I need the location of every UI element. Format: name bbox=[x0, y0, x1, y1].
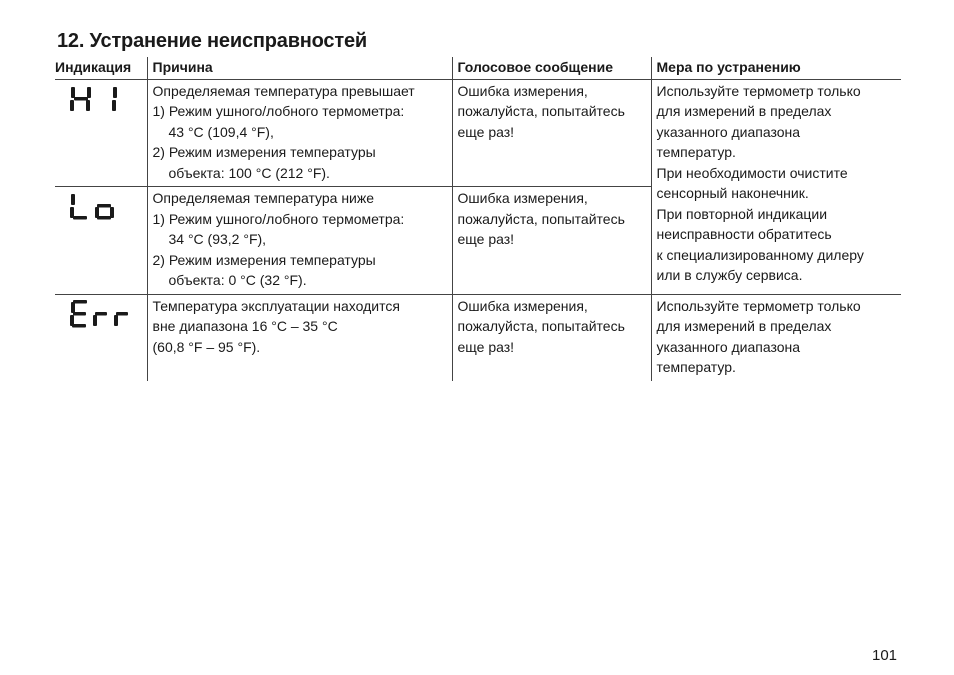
remedy-line: для измерений в пределах bbox=[656, 103, 832, 119]
remedy-line: При необходимости очистите bbox=[656, 164, 848, 181]
voice-message-cell bbox=[452, 79, 651, 187]
voice-line: Ошибка измерения, bbox=[457, 82, 588, 99]
cause-line: 2) Режим измерения температуры bbox=[152, 251, 376, 268]
remedy-line: температур. bbox=[656, 359, 736, 375]
section-title: 12. Устранение неисправностей bbox=[57, 30, 367, 52]
voice-line: Ошибка измерения, bbox=[457, 297, 588, 314]
voice-line: еще раз! bbox=[457, 338, 515, 355]
remedy-line: Используйте термометр только bbox=[656, 297, 861, 314]
remedy-line: для измерений в пределах bbox=[656, 318, 832, 334]
voice-line: пожалуйста, попытайтесь bbox=[457, 103, 625, 119]
header-indication: Индикация bbox=[55, 57, 147, 79]
voice-message-cell bbox=[452, 187, 651, 295]
remedy-line: температур. bbox=[656, 144, 736, 160]
voice-line: пожалуйста, попытайтесь bbox=[457, 210, 625, 227]
cause-line: объекта: 100 °C (212 °F). bbox=[168, 164, 330, 181]
remedy-line: Используйте термометр только bbox=[656, 82, 861, 99]
table-row bbox=[55, 79, 901, 187]
lcd-err-icon bbox=[69, 299, 131, 329]
indicator-cell bbox=[55, 294, 147, 381]
remedy-line: или в службу сервиса. bbox=[656, 267, 803, 283]
cause-line: 1) Режим ушного/лобного термометра: bbox=[152, 210, 405, 227]
indicator-cell bbox=[55, 187, 147, 295]
cause-line: 43 °C (109,4 °F), bbox=[168, 123, 274, 140]
cause-line: вне диапазона 16 °C – 35 °C bbox=[152, 318, 338, 334]
voice-line: еще раз! bbox=[457, 123, 515, 140]
remedy-line: сенсорный наконечник. bbox=[656, 185, 809, 201]
remedy-line: к специализированному дилеру bbox=[656, 246, 864, 263]
voice-message-cell bbox=[452, 294, 651, 381]
table-header-row bbox=[55, 57, 901, 79]
cause-line: Определяемая температура ниже bbox=[152, 190, 375, 206]
cause-line: 1) Режим ушного/лобного термометра: bbox=[152, 103, 405, 119]
remedy-line: указанного диапазона bbox=[656, 338, 801, 355]
cause-line: объекта: 0 °C (32 °F). bbox=[168, 272, 307, 288]
cause-line: Определяемая температура превышает bbox=[152, 82, 415, 99]
voice-line: пожалуйста, попытайтесь bbox=[457, 318, 625, 334]
cause-line: 2) Режим измерения температуры bbox=[152, 144, 376, 160]
cause-line: Температура эксплуатации находится bbox=[152, 297, 400, 314]
header-cause: Причина bbox=[147, 57, 452, 79]
voice-line: еще раз! bbox=[457, 231, 515, 247]
voice-line: Ошибка измерения, bbox=[457, 190, 588, 206]
remedy-line: При повторной индикации bbox=[656, 205, 828, 222]
troubleshooting-table bbox=[55, 57, 901, 381]
indicator-cell bbox=[55, 79, 147, 187]
lcd-hi-icon bbox=[69, 84, 129, 114]
cause-cell bbox=[147, 294, 452, 381]
remedy-line: указанного диапазона bbox=[656, 123, 801, 140]
cause-cell bbox=[147, 187, 452, 295]
remedy-cell bbox=[651, 79, 901, 294]
header-remedy: Мера по устранению bbox=[651, 57, 901, 79]
cause-cell bbox=[147, 79, 452, 187]
cause-line: 34 °C (93,2 °F), bbox=[168, 231, 267, 247]
page-number: 101 bbox=[872, 647, 898, 664]
cause-line: (60,8 °F – 95 °F). bbox=[152, 338, 261, 355]
header-voice-message: Голосовое сообщение bbox=[452, 57, 651, 79]
lcd-lo-icon bbox=[69, 191, 129, 221]
remedy-line: неисправности обратитесь bbox=[656, 226, 832, 242]
remedy-cell bbox=[651, 294, 901, 381]
table-row bbox=[55, 294, 901, 381]
